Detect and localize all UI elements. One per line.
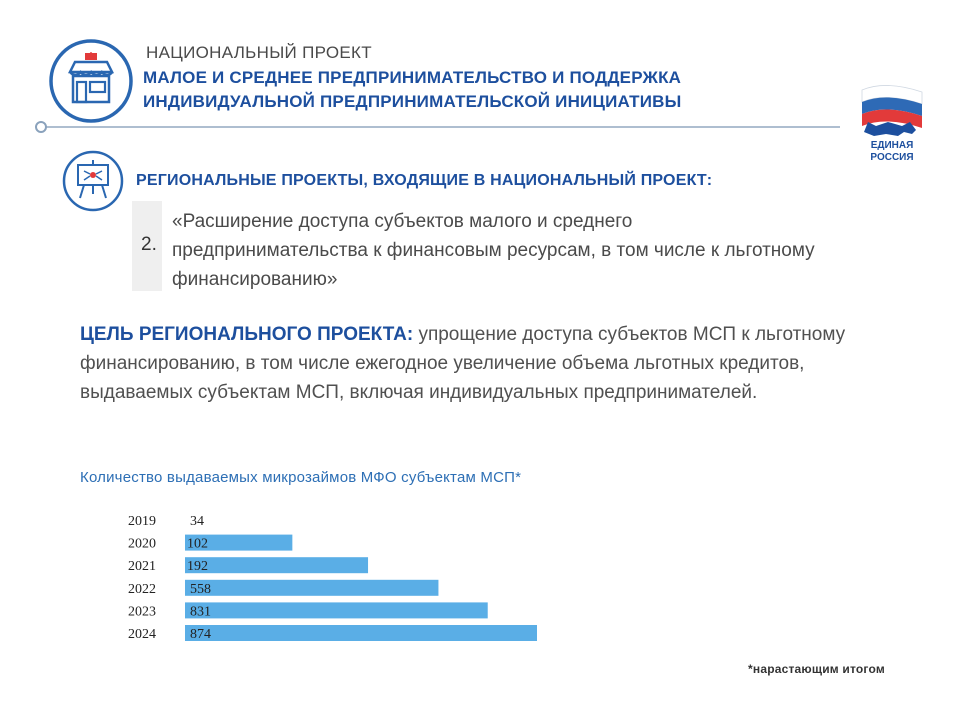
- bar-2024: [185, 625, 537, 641]
- bar-2022: [185, 580, 438, 596]
- national-project-title: [143, 66, 681, 114]
- value-label-2020: 102: [187, 536, 208, 552]
- category-label-2023: 2023: [128, 604, 156, 620]
- category-label-2019: 2019: [128, 514, 156, 529]
- goal-text: упрощение доступа субъектов МСП к льготному финансированию, в том числе ежегодное увеличение объема льготных кредитов, выдаваемых субъектам МСП, включая индивидуальных предпринимателей.: [80, 324, 846, 403]
- header-divider: [40, 126, 840, 128]
- presentation-board-icon: [62, 150, 124, 212]
- category-label-2024: 2024: [128, 627, 156, 642]
- footnote: *нарастающим итогом: [748, 662, 885, 676]
- value-label-2023: 831: [190, 604, 211, 620]
- national-project-label: НАЦИОНАЛЬНЫЙ ПРОЕКТ: [146, 43, 372, 62]
- project-number: 2.: [141, 234, 157, 255]
- logo-line1: ЕДИНАЯ: [870, 140, 914, 151]
- bar-2023: [185, 602, 488, 618]
- goal-label: ЦЕЛЬ РЕГИОНАЛЬНОГО ПРОЕКТА:: [80, 324, 414, 345]
- regional-projects-heading: РЕГИОНАЛЬНЫЕ ПРОЕКТЫ, ВХОДЯЩИЕ В НАЦИОНАЛЬНЫЙ ПРОЕКТ:: [136, 172, 713, 189]
- logo-line2: РОССИЯ: [870, 152, 914, 163]
- bar-2021: [185, 557, 368, 573]
- shop-icon: [48, 38, 134, 124]
- project-name: «Расширение доступа субъектов малого и среднего предпринимательства к финансовым ресурсам, в том числе к льготному финансированию»: [172, 211, 815, 290]
- chart-title: Количество выдаваемых микрозаймов МФО субъектам МСП*: [80, 469, 522, 486]
- project-goal: [80, 320, 880, 407]
- value-label-2019: 34: [190, 514, 204, 529]
- header-divider-dot: [35, 121, 47, 133]
- value-label-2024: 874: [190, 627, 211, 642]
- national-project-title-line1: МАЛОЕ И СРЕДНЕЕ ПРЕДПРИНИМАТЕЛЬСТВО И ПОДДЕРЖКА: [143, 68, 682, 87]
- value-label-2021: 192: [187, 559, 208, 575]
- category-label-2022: 2022: [128, 581, 156, 597]
- national-project-title-line2: ИНДИВИДУАЛЬНОЙ ПРЕДПРИНИМАТЕЛЬСКОЙ ИНИЦИАТИВЫ: [143, 92, 682, 111]
- category-label-2020: 2020: [128, 536, 156, 552]
- bear-flag-logo: [856, 82, 928, 172]
- value-label-2022: 558: [190, 581, 211, 597]
- category-label-2021: 2021: [128, 559, 156, 575]
- microloans-bar-chart: [100, 505, 580, 655]
